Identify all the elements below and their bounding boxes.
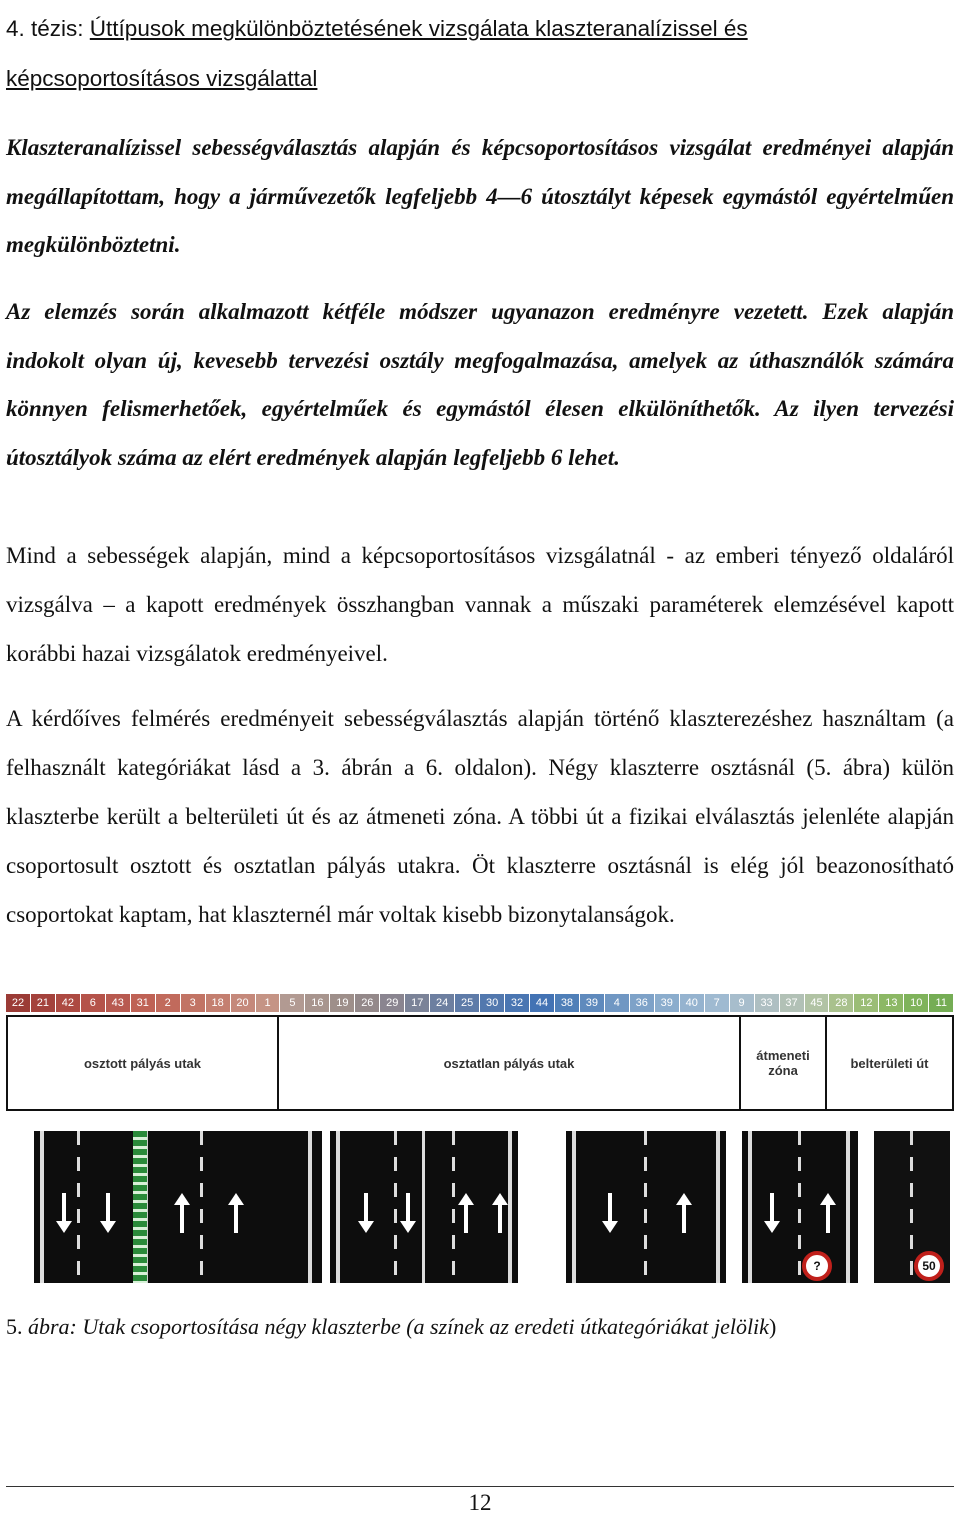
warning-sign-icon: ? bbox=[802, 1251, 832, 1281]
category-cell: 4 bbox=[605, 994, 630, 1012]
down-arrow-icon bbox=[762, 1193, 782, 1233]
category-cell: 3 bbox=[181, 994, 206, 1012]
category-cell: 45 bbox=[805, 994, 830, 1012]
category-cell: 36 bbox=[630, 994, 655, 1012]
up-arrow-icon bbox=[226, 1193, 246, 1233]
category-cell: 37 bbox=[780, 994, 805, 1012]
category-cell: 31 bbox=[131, 994, 156, 1012]
category-cell: 44 bbox=[530, 994, 555, 1012]
up-arrow-icon bbox=[818, 1193, 838, 1233]
category-cell: 9 bbox=[730, 994, 755, 1012]
caption-end: ) bbox=[768, 1314, 777, 1339]
caption-number: 5. bbox=[6, 1314, 23, 1339]
category-cell: 7 bbox=[705, 994, 730, 1012]
category-cell: 11 bbox=[929, 994, 954, 1012]
up-arrow-icon bbox=[456, 1193, 476, 1233]
footer-rule bbox=[6, 1486, 954, 1487]
up-arrow-icon bbox=[490, 1193, 510, 1233]
road-illustrations bbox=[30, 1131, 960, 1283]
category-cell: 38 bbox=[555, 994, 580, 1012]
category-cell: 6 bbox=[81, 994, 106, 1012]
up-arrow-icon bbox=[674, 1193, 694, 1233]
thesis-title-line2: képcsoportosításos vizsgálattal bbox=[6, 66, 318, 91]
transition-road-icon bbox=[742, 1131, 858, 1283]
undivided-road-icon-2 bbox=[566, 1131, 726, 1283]
category-cell: 18 bbox=[206, 994, 231, 1012]
up-arrow-icon bbox=[172, 1193, 192, 1233]
cluster-urban-road: belterületi út bbox=[850, 1055, 929, 1071]
thesis-statement: Klaszteranalízissel sebességválasztás alapján és képcsoportosításos vizsgálat eredményei alapján megállapítottam, hogy a járművezetők legfeljebb 4—6 útosztályt képesek egymástól egyértelműen megkülönböztetni. bbox=[6, 135, 954, 257]
green-median-icon bbox=[133, 1131, 147, 1283]
figure-5 bbox=[6, 994, 954, 1111]
category-cell: 2 bbox=[156, 994, 181, 1012]
category-cell: 29 bbox=[380, 994, 405, 1012]
down-arrow-icon bbox=[356, 1193, 376, 1233]
page-number: 12 bbox=[468, 1490, 492, 1515]
category-cell: 16 bbox=[305, 994, 330, 1012]
down-arrow-icon bbox=[54, 1193, 74, 1233]
thesis-prefix: 4. tézis: bbox=[6, 16, 90, 41]
category-cell: 26 bbox=[355, 994, 380, 1012]
category-cell: 39 bbox=[580, 994, 605, 1012]
category-cell: 5 bbox=[280, 994, 305, 1012]
category-cell: 24 bbox=[430, 994, 455, 1012]
category-cell: 13 bbox=[879, 994, 904, 1012]
speed-limit-sign-icon: 50 bbox=[914, 1251, 944, 1281]
category-cell: 20 bbox=[231, 994, 256, 1012]
cluster-undivided-roads: osztatlan pályás utak bbox=[279, 1017, 741, 1109]
category-cell: 12 bbox=[854, 994, 879, 1012]
cluster-transition-zone: átmeneti zóna bbox=[741, 1017, 827, 1109]
category-cell: 32 bbox=[505, 994, 530, 1012]
thesis-explanation: Az elemzés során alkalmazott kétféle módszer ugyanazon eredményre vezetett. Ezek alapján indokolt olyan új, kevesebb tervezési osztály megfogalmazása, amelyek az úthasználók számára könnyen felismerhetőek, egyértelműek és egymástól élesen elkülöníthetők. Az ilyen tervezési útosztályok száma az elért eredmények alapján legfeljebb 6 lehet. bbox=[6, 299, 954, 470]
down-arrow-icon bbox=[600, 1193, 620, 1233]
figure-caption bbox=[6, 1314, 776, 1340]
paragraph-clustering: A kérdőíves felmérés eredményeit sebességválasztás alapján történő klaszterezéshez használtam (a felhasznált kategóriákat lásd a 3. ábrán a 6. oldalon). Négy klaszterre osztásnál (5. ábra) külön klaszterbe került a belterületi út és az átmeneti zóna. A többi út a fizikai elválasztás jelenléte alapján csoportosult osztott és osztatlan pályás utakra. Öt klaszterre osztásnál is elég jól beazonosítható csoportokat kaptam, hat klaszternél már voltak kisebb bizonytalanságok. bbox=[6, 706, 954, 927]
paragraph-comparison: Mind a sebességek alapján, mind a képcsoportosításos vizsgálatnál - az emberi tényező oldaláról vizsgálva – a kapott eredmények összhangban vannak a műszaki paraméterek elemzésével kapott korábbi hazai vizsgálatok eredményeivel. bbox=[6, 543, 954, 666]
cluster-divided-roads: osztott pályás utak bbox=[8, 1017, 279, 1109]
category-cell: 17 bbox=[405, 994, 430, 1012]
category-cell: 22 bbox=[6, 994, 31, 1012]
category-cell: 19 bbox=[330, 994, 355, 1012]
caption-text: ábra: Utak csoportosítása négy klaszterbe (a színek az eredeti útkategóriákat jelölik bbox=[22, 1314, 769, 1339]
thesis-title-line1: Úttípusok megkülönböztetésének vizsgálata klaszteranalízissel és bbox=[89, 16, 748, 41]
category-cell: 39 bbox=[655, 994, 680, 1012]
category-cell: 10 bbox=[904, 994, 929, 1012]
category-cell: 28 bbox=[829, 994, 854, 1012]
category-cell: 42 bbox=[56, 994, 81, 1012]
category-cell: 21 bbox=[31, 994, 56, 1012]
category-cell: 25 bbox=[455, 994, 480, 1012]
category-color-bar bbox=[6, 994, 954, 1012]
category-cell: 43 bbox=[106, 994, 131, 1012]
category-cell: 33 bbox=[755, 994, 780, 1012]
cluster-row bbox=[6, 1015, 954, 1111]
down-arrow-icon bbox=[398, 1193, 418, 1233]
category-cell: 1 bbox=[256, 994, 281, 1012]
category-cell: 30 bbox=[480, 994, 505, 1012]
category-cell: 40 bbox=[680, 994, 705, 1012]
thesis-heading bbox=[6, 4, 946, 104]
down-arrow-icon bbox=[98, 1193, 118, 1233]
